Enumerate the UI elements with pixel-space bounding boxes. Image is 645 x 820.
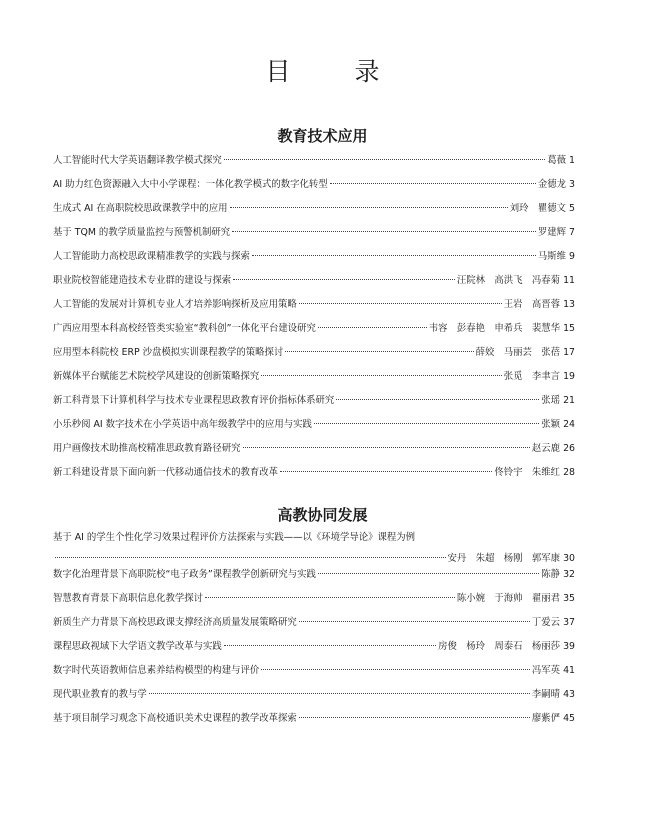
entry-authors: 冯军英 <box>531 665 561 676</box>
leader-dots <box>230 207 508 208</box>
leader-dots <box>280 471 492 472</box>
entry-authors: 罗建辉 <box>537 227 567 238</box>
entry-page: 43 <box>563 689 575 700</box>
entry-authors: 葛薇 <box>547 155 567 166</box>
leader-dots <box>261 669 530 670</box>
leader-dots <box>299 717 530 718</box>
entry-title: 数字化治理背景下高职院校“电子政务”课程教学创新研究与实践 <box>53 569 316 580</box>
entry-page: 41 <box>563 665 575 676</box>
leader-dots <box>55 557 446 558</box>
entry-authors: 王岩 高晋蓉 <box>503 299 561 310</box>
leader-dots <box>299 303 502 304</box>
toc-entry[interactable] <box>53 369 575 393</box>
toc-entry[interactable] <box>53 249 575 273</box>
leader-dots <box>318 573 539 574</box>
leader-dots <box>149 693 530 694</box>
entry-title: 人工智能的发展对计算机专业人才培养影响探析及应用策略 <box>53 299 297 310</box>
entry-page: 32 <box>563 569 575 580</box>
entry-title: 智慧教育背景下高职信息化教学探讨 <box>53 593 204 604</box>
entry-title: 新质生产力背景下高校思政课支撑经济高质量发展策略研究 <box>53 617 297 628</box>
entry-authors: 金德龙 <box>537 179 567 190</box>
entry-page: 24 <box>563 419 575 430</box>
entry-authors: 韦容 彭春艳 申希兵 裴慧华 <box>428 323 561 334</box>
entry-page: 37 <box>563 617 575 628</box>
entry-page: 5 <box>569 203 575 214</box>
entry-page: 19 <box>563 371 575 382</box>
entry-authors: 丁爱云 <box>531 617 561 628</box>
leader-dots <box>318 327 427 328</box>
entry-page: 1 <box>569 155 575 166</box>
entry-title: AI 助力红色资源融入大中小学课程：一体化教学模式的数字化转型 <box>53 179 328 190</box>
entry-title: 新媒体平台赋能艺术院校学风建设的创新策略探究 <box>53 371 260 382</box>
toc-entry[interactable] <box>53 615 575 639</box>
entry-authors: 张瑶 <box>541 395 561 406</box>
entry-authors: 马斯维 <box>537 251 567 262</box>
entry-title: 人工智能助力高校思政课精准教学的实践与探索 <box>53 251 250 262</box>
entry-authors: 赵云鹿 <box>531 443 561 454</box>
leader-dots <box>224 159 546 160</box>
leader-dots <box>232 231 536 232</box>
toc-entry[interactable] <box>53 639 575 663</box>
entry-page: 3 <box>569 179 575 190</box>
entry-authors: 张颖 <box>541 419 561 430</box>
entry-authors: 廖紫俨 <box>531 713 561 724</box>
section-heading-education-tech: 教育技术应用 <box>277 127 368 145</box>
toc-list-education-tech <box>53 153 575 489</box>
leader-dots <box>314 423 539 424</box>
toc-entry[interactable] <box>53 273 575 297</box>
entry-page: 26 <box>563 443 575 454</box>
page-title: 目 录 <box>265 57 408 86</box>
entry-title: 基于项目制学习观念下高校通识美术史课程的教学改革探索 <box>53 713 297 724</box>
entry-page: 15 <box>563 323 575 334</box>
leader-dots <box>252 255 536 256</box>
entry-title: 数字时代英语教师信息素养结构模型的构建与评价 <box>53 665 260 676</box>
entry-page: 21 <box>563 395 575 406</box>
entry-page: 45 <box>563 713 575 724</box>
entry-title: 广西应用型本科高校经管类实验室“教科创”一体化平台建设研究 <box>53 323 316 334</box>
leader-dots <box>330 183 536 184</box>
leader-dots <box>243 447 530 448</box>
entry-authors: 薛姣 马丽芸 张蓓 <box>475 347 561 358</box>
leader-dots <box>299 621 530 622</box>
entry-page: 9 <box>569 251 575 262</box>
toc-entry[interactable] <box>53 393 575 417</box>
entry-authors: 刘玲 瞿德文 <box>509 203 567 214</box>
toc-entry[interactable] <box>53 711 575 735</box>
entry-title: 人工智能时代大学英语翻译教学模式探究 <box>53 155 222 166</box>
leader-dots <box>205 597 455 598</box>
entry-page: 7 <box>569 227 575 238</box>
entry-authors: 李嗣晴 <box>531 689 561 700</box>
entry-title: 现代职业教育的教与学 <box>53 689 147 700</box>
entry-title: 新工科建设背景下面向新一代移动通信技术的教育改革 <box>53 467 279 478</box>
toc-entry[interactable] <box>53 567 575 591</box>
entry-page: 28 <box>563 467 575 478</box>
entry-authors: 陈小婉 于海帅 翟丽君 <box>456 593 561 604</box>
entry-title: 基于 AI 的学生个性化学习效果过程评价方法探索与实践——以《环境学导论》课程为例 <box>53 532 416 543</box>
entry-page: 11 <box>563 275 575 286</box>
section-heading-higher-ed: 高教协同发展 <box>277 506 368 524</box>
toc-entry[interactable] <box>53 663 575 687</box>
entry-authors: 张觅 李聿言 <box>503 371 561 382</box>
entry-page: 13 <box>563 299 575 310</box>
entry-authors: 汪院林 高洪飞 冯春菊 <box>456 275 561 286</box>
entry-title: 小乐秒阅 AI 数字技术在小学英语中高年级教学中的应用与实践 <box>53 419 312 430</box>
entry-title: 课程思政视域下大学语文教学改革与实践 <box>53 641 222 652</box>
entry-title: 应用型本科院校 ERP 沙盘模拟实训课程教学的策略探讨 <box>53 347 284 358</box>
leader-dots <box>261 375 502 376</box>
leader-dots <box>336 399 539 400</box>
toc-entry[interactable] <box>53 225 575 249</box>
toc-entry[interactable] <box>53 153 575 177</box>
entry-authors: 房俊 杨玲 周泰石 杨丽莎 <box>438 641 561 652</box>
toc-entry[interactable] <box>53 465 575 489</box>
entry-title: 生成式 AI 在高职院校思政课教学中的应用 <box>53 203 228 214</box>
entry-title: 基于 TQM 的教学质量监控与预警机制研究 <box>53 227 231 238</box>
toc-entry[interactable] <box>53 531 575 567</box>
toc-entry[interactable] <box>53 177 575 201</box>
entry-title: 用户画像技术助推高校精准思政教育路径研究 <box>53 443 241 454</box>
entry-authors: 陈静 <box>541 569 561 580</box>
toc-entry[interactable] <box>53 345 575 369</box>
leader-dots <box>285 351 473 352</box>
toc-entry[interactable] <box>53 417 575 441</box>
toc-entry[interactable] <box>53 297 575 321</box>
toc-entry[interactable] <box>53 321 575 345</box>
toc-entry[interactable] <box>53 201 575 225</box>
toc-list-higher-ed <box>53 531 575 735</box>
leader-dots <box>224 645 436 646</box>
toc-entry[interactable] <box>53 591 575 615</box>
entry-authors: 佟铃宇 朱维红 <box>494 467 561 478</box>
entry-title: 职业院校智能建造技术专业群的建设与探索 <box>53 275 232 286</box>
leader-dots <box>233 279 455 280</box>
entry-title: 新工科背景下计算机科学与技术专业课程思政教育评价指标体系研究 <box>53 395 335 406</box>
entry-page: 17 <box>563 347 575 358</box>
entry-page: 39 <box>563 641 575 652</box>
entry-page: 30 <box>563 553 575 564</box>
entry-page: 35 <box>563 593 575 604</box>
toc-entry[interactable] <box>53 687 575 711</box>
entry-authors: 安丹 朱超 杨刚 郭军康 <box>447 553 561 564</box>
toc-entry[interactable] <box>53 441 575 465</box>
